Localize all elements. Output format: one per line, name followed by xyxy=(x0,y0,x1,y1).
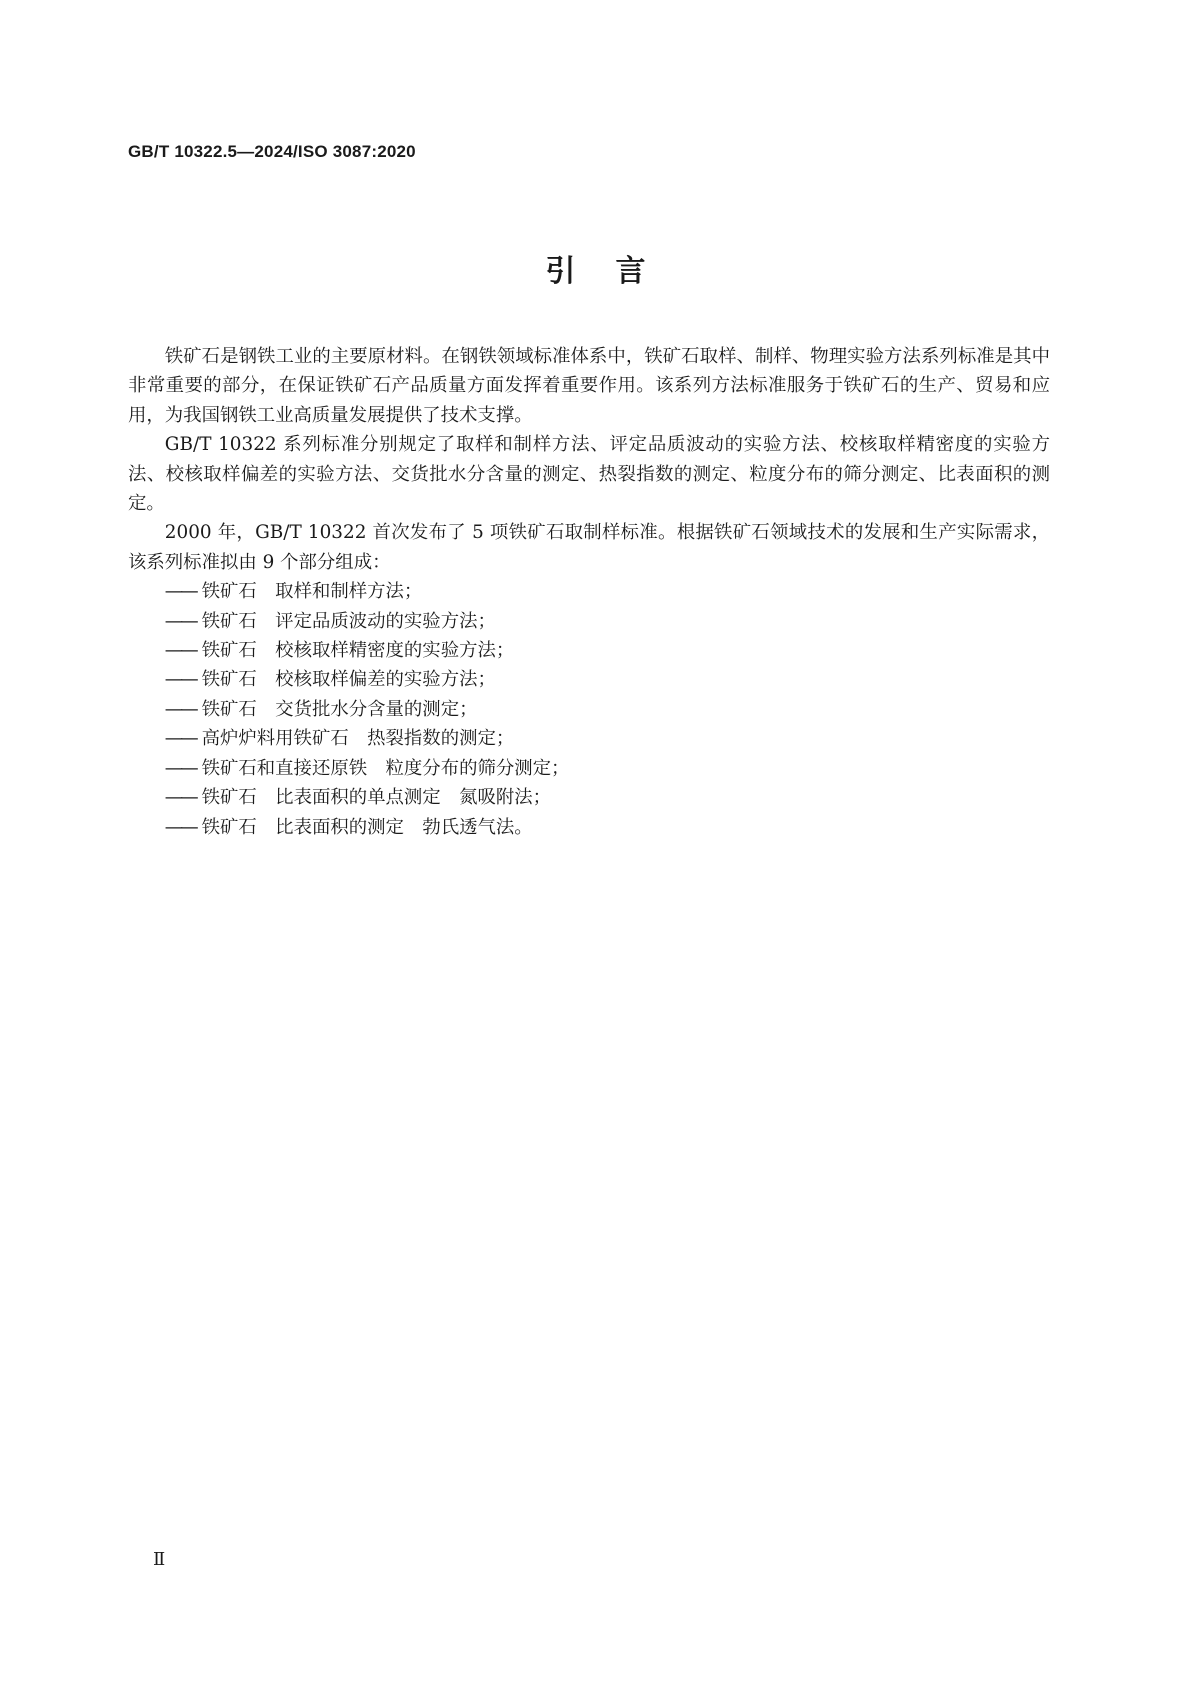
standard-number: GB/T 10322.5—2024/ISO 3087:2020 xyxy=(128,142,416,161)
part-subject: 铁矿石和直接还原铁 xyxy=(201,757,368,779)
part-method: 校核取样偏差的实验方法； xyxy=(275,669,496,691)
part-subject: 铁矿石 xyxy=(201,640,257,662)
list-item xyxy=(128,813,1050,842)
part-subject: 铁矿石 xyxy=(201,698,257,720)
part-method: 比表面积的测定 xyxy=(275,816,404,838)
list-dash: —— xyxy=(164,610,196,632)
part-subject: 铁矿石 xyxy=(201,816,257,838)
part-subject: 铁矿石 xyxy=(201,610,257,632)
list-item xyxy=(128,665,1050,694)
list-item xyxy=(128,724,1050,753)
list-item xyxy=(128,783,1050,812)
part-method: 交货批水分含量的测定； xyxy=(275,698,478,720)
part-subject: 高炉炉料用铁矿石 xyxy=(201,728,349,750)
list-item xyxy=(128,577,1050,606)
part-subject: 铁矿石 xyxy=(201,581,257,603)
page-title: 引言 xyxy=(545,254,686,289)
list-dash: —— xyxy=(164,581,196,603)
paragraph: 铁矿石是钢铁工业的主要原材料。在钢铁领域标准体系中，铁矿石取样、制样、物理实验方法系列标准是其中非常重要的部分，在保证铁矿石产品质量方面发挥着重要作用。该系列方法标准服务于铁矿石的生产、贸易和应用，为我国钢铁工业高质量发展提供了技术支撑。 xyxy=(128,346,1050,426)
paragraph: GB/T 10322 系列标准分别规定了取样和制样方法、评定品质波动的实验方法、校核取样精密度的实验方法、校核取样偏差的实验方法、交货批水分含量的测定、热裂指数的测定、粒度分布的筛分测定、比表面积的测定。 xyxy=(128,434,1050,515)
page-number: Ⅱ xyxy=(153,1549,166,1570)
part-method: 取样和制样方法； xyxy=(275,581,423,603)
paragraph: 2000 年，GB/T 10322 首次发布了 5 项铁矿石取制样标准。根据铁矿石领域技术的发展和生产实际需求，该系列标准拟由 9 个部分组成： xyxy=(128,522,1050,573)
list-item xyxy=(128,607,1050,636)
part-method-detail: 勃氏透气法。 xyxy=(422,816,533,838)
list-dash: —— xyxy=(164,787,196,809)
part-subject: 铁矿石 xyxy=(201,669,257,691)
list-item xyxy=(128,754,1050,783)
list-item xyxy=(128,636,1050,665)
list-item xyxy=(128,695,1050,724)
list-dash: —— xyxy=(164,698,196,720)
list-dash: —— xyxy=(164,816,196,838)
part-method: 粒度分布的筛分测定； xyxy=(385,757,570,779)
parts-list xyxy=(128,577,1050,842)
part-method: 热裂指数的测定； xyxy=(367,728,515,750)
list-dash: —— xyxy=(164,640,196,662)
list-dash: —— xyxy=(164,669,196,691)
list-dash: —— xyxy=(164,728,196,750)
part-method: 比表面积的单点测定 xyxy=(275,787,441,809)
part-method-detail: 氮吸附法； xyxy=(459,787,552,809)
part-method: 校核取样精密度的实验方法； xyxy=(275,640,515,662)
part-subject: 铁矿石 xyxy=(201,787,257,809)
part-method: 评定品质波动的实验方法； xyxy=(275,610,496,632)
introduction-body xyxy=(128,342,1050,842)
list-dash: —— xyxy=(164,757,196,779)
